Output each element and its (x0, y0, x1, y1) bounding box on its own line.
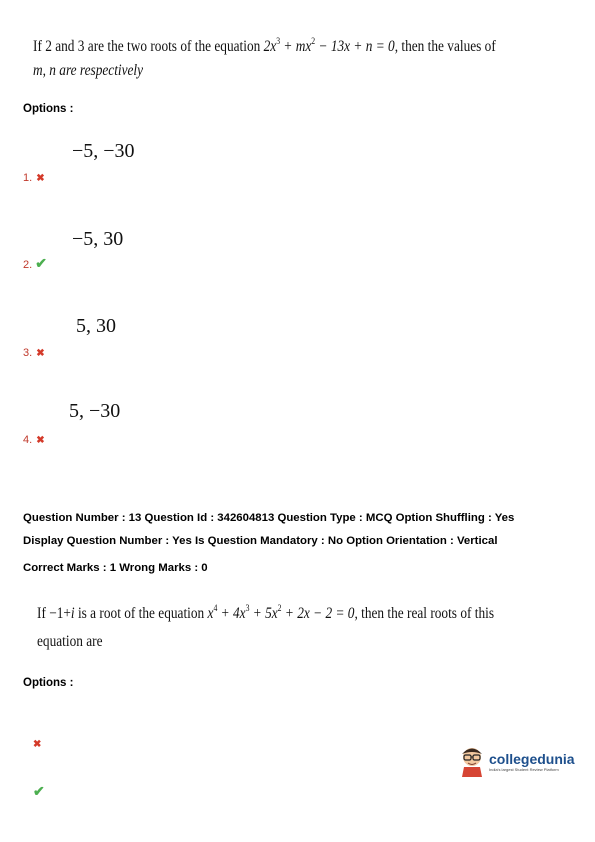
option-2-number: 2. (23, 259, 33, 271)
q13-mid: is a root of the equation (74, 605, 208, 622)
collegedunia-logo (458, 745, 575, 777)
check-icon: ✔ (33, 783, 45, 799)
cross-icon: ✖ (36, 173, 45, 184)
q12-eq-b-sup: 2 (311, 36, 316, 46)
q12-prefix: If 2 and 3 are the two roots of the equation (33, 38, 264, 55)
cross-icon: ✖ (36, 348, 45, 359)
cross-icon: ✖ (33, 739, 42, 750)
q12-eq-a-sup: 3 (276, 36, 281, 46)
q13-t1-sup: 4 (213, 603, 218, 613)
q13-t4: + 2x − 2 = 0, (281, 605, 358, 622)
option-2-value[interactable]: −5, 30 (72, 228, 124, 250)
q13-t2: + 4x (217, 605, 246, 622)
question-12-text (33, 36, 496, 56)
q13-t1: x (207, 605, 214, 622)
q13-suffix: then the real roots of this (357, 605, 495, 622)
option-3-value[interactable]: 5, 30 (76, 315, 116, 337)
q12-eq-b: + mx (280, 38, 312, 55)
option-4-number-row (23, 430, 45, 448)
mascot-icon (458, 745, 486, 777)
question-13-text (37, 603, 494, 623)
question-13-text-line2 (37, 633, 103, 651)
option-1-number: 1. (23, 172, 33, 184)
q12-eq-c: − 13x + n = 0 (315, 38, 395, 55)
logo-tagline: India's largest Student Review Platform (489, 766, 559, 772)
option-q13-1 (33, 734, 41, 752)
question-meta-line3: Correct Marks : 1 Wrong Marks : 0 (23, 562, 208, 574)
logo-name: collegedunia (489, 750, 575, 767)
question-12-text-line2 (33, 62, 143, 80)
options-label-2: Options : (23, 677, 74, 689)
check-icon: ✔ (35, 255, 47, 271)
option-3-number-row (23, 343, 45, 361)
q13-t3: + 5x (249, 605, 278, 622)
q13-line2: equation are (37, 633, 103, 650)
option-4-value[interactable]: 5, −30 (69, 400, 121, 422)
option-1-number-row (23, 168, 45, 186)
q12-eq-a: 2x (263, 38, 277, 55)
option-1-value[interactable]: −5, −30 (72, 140, 135, 162)
question-meta-line2: Display Question Number : Yes Is Question Mandatory : No Option Orientation : Vertical (23, 535, 498, 547)
options-label: Options : (23, 103, 74, 115)
q13-i: i (70, 605, 75, 622)
q12-line2: m, n are respectively (33, 62, 144, 79)
q13-t3-sup: 2 (277, 603, 282, 613)
question-meta-line1: Question Number : 13 Question Id : 342604813 Question Type : MCQ Option Shuffling : Yes (23, 512, 515, 524)
option-4-number: 4. (23, 434, 33, 446)
q13-prefix: If −1+ (37, 605, 71, 622)
option-q13-2 (33, 783, 45, 801)
option-3-number: 3. (23, 347, 33, 359)
q13-t2-sup: 3 (245, 603, 250, 613)
cross-icon: ✖ (36, 435, 45, 446)
option-2-number-row (23, 255, 47, 273)
q12-suffix: , then the values of (394, 38, 496, 55)
